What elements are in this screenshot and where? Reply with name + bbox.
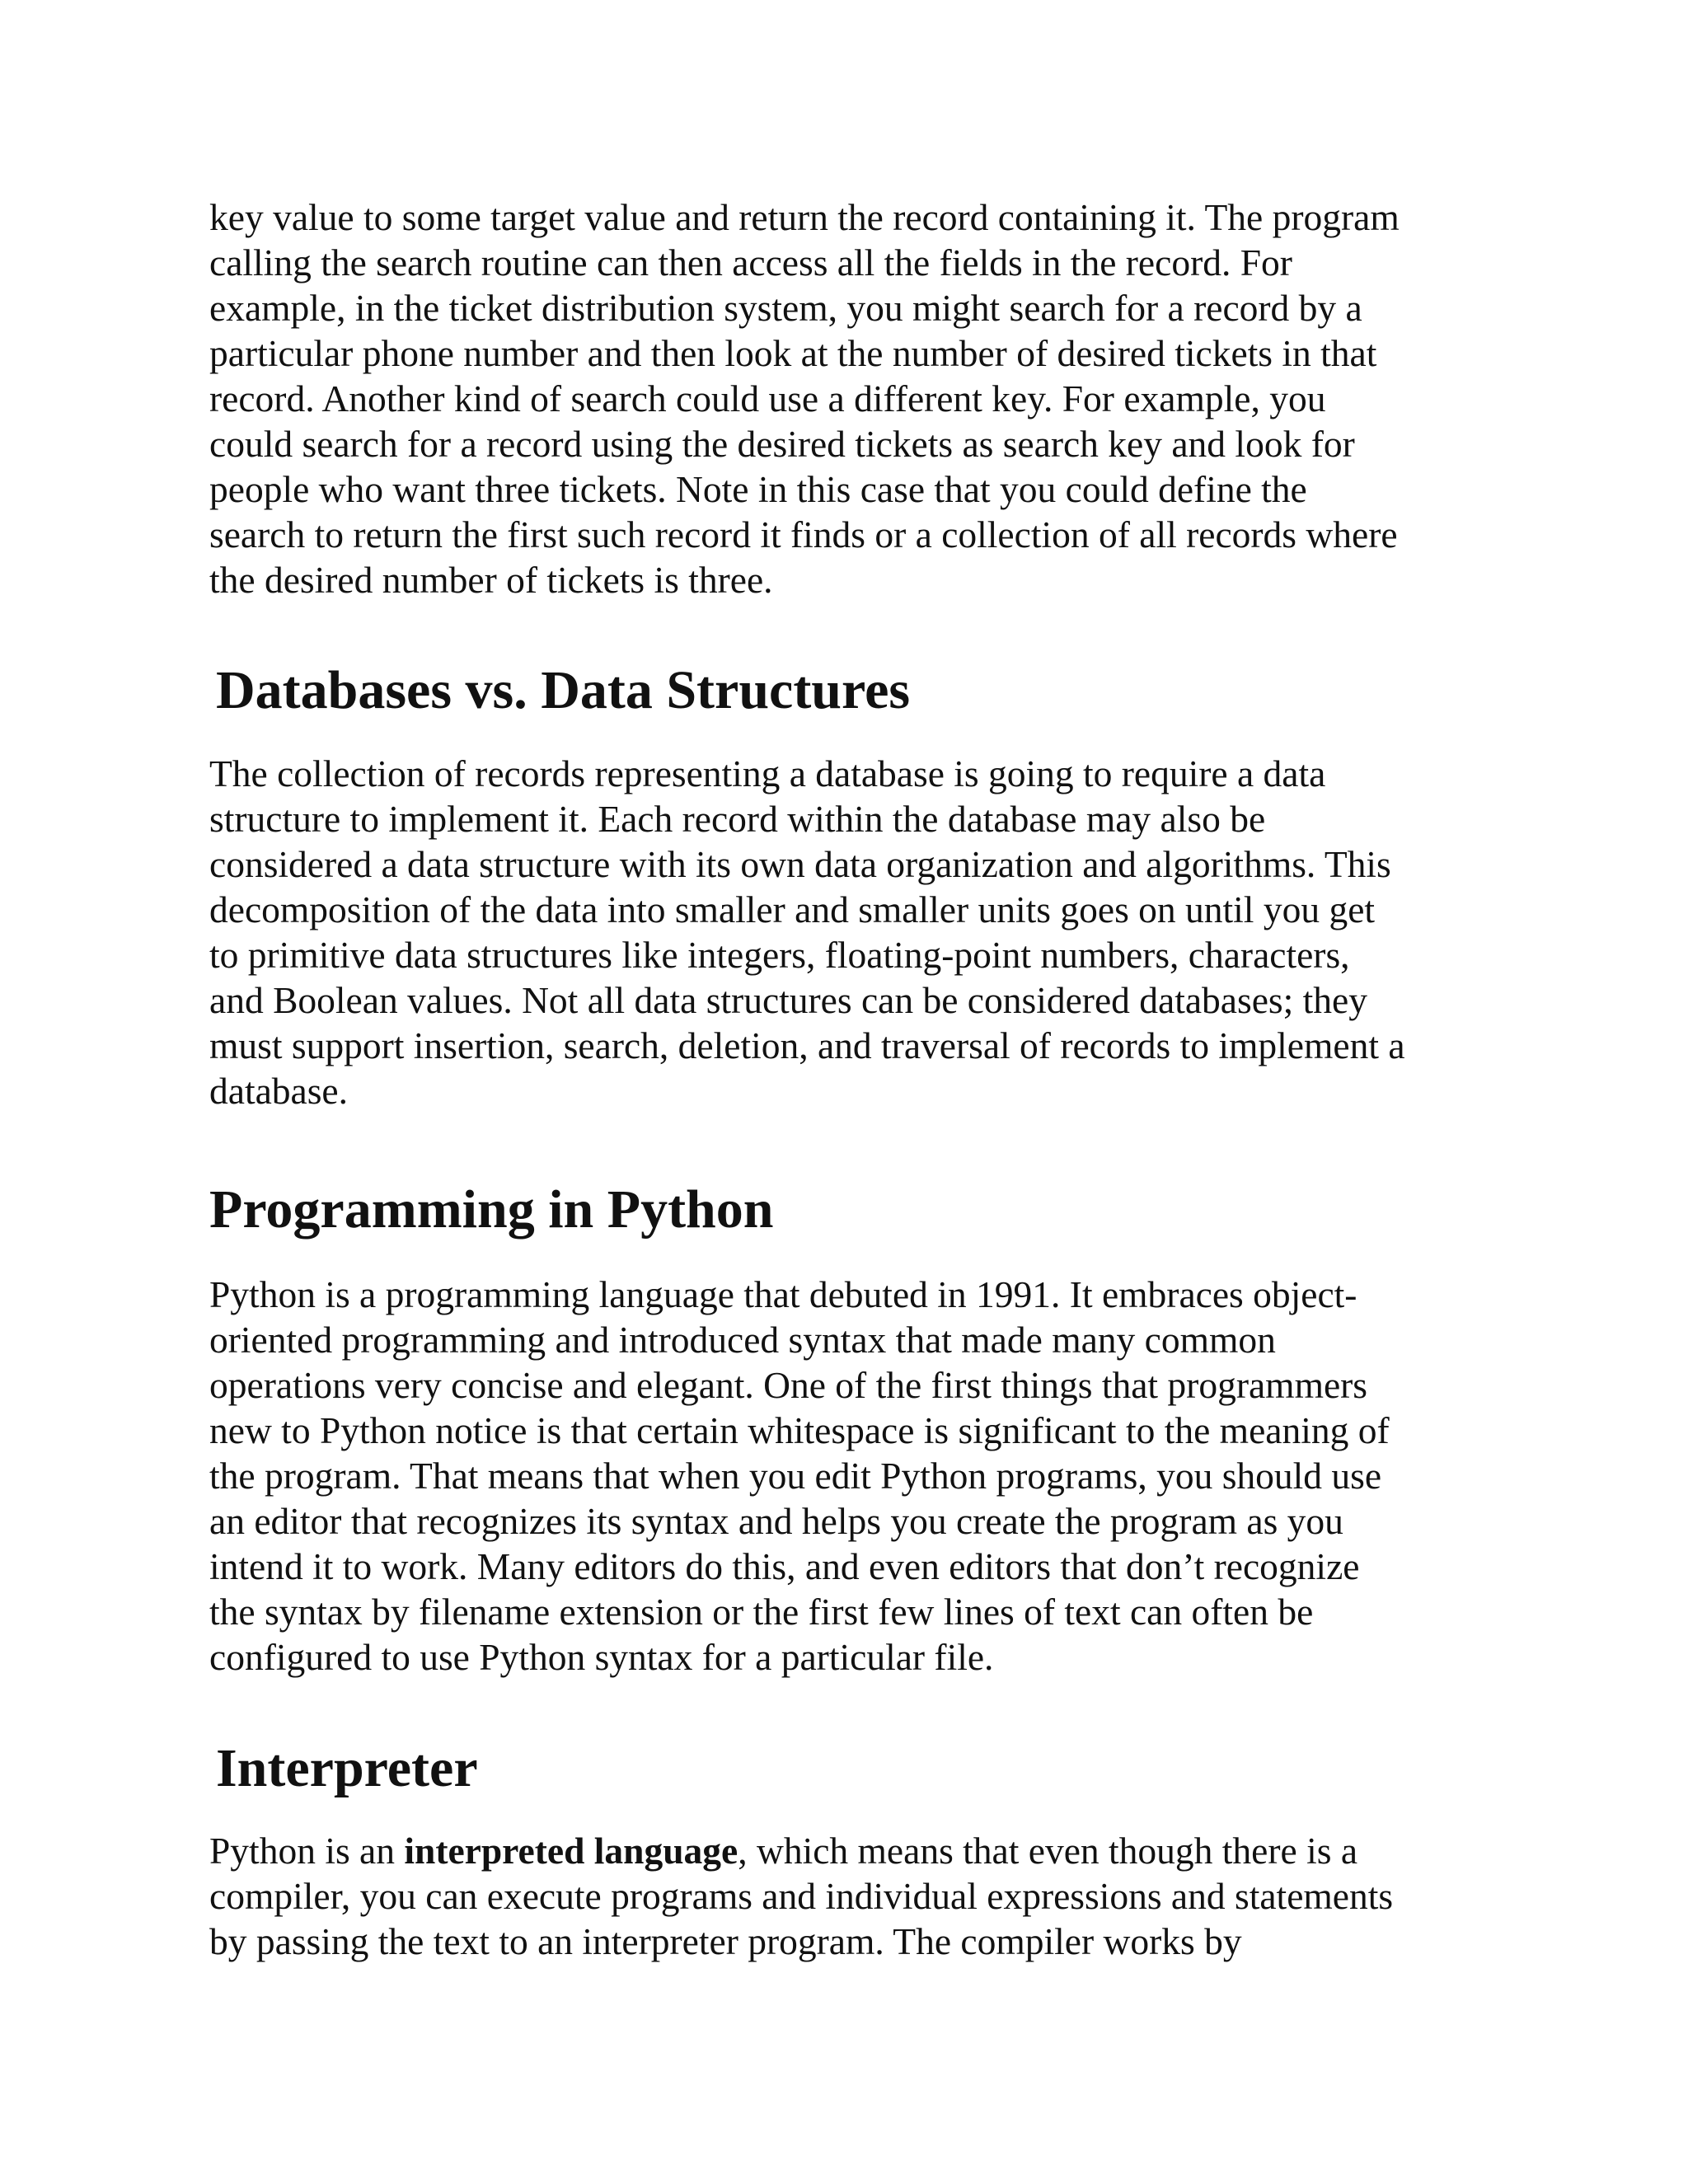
paragraph-line: must support insertion, search, deletion, and traversal of records to implement a — [209, 1024, 1405, 1066]
interpreter-paragraph — [209, 1828, 1495, 1964]
paragraph-line: The collection of records representing a database is going to require a data — [209, 752, 1326, 794]
paragraph-line: structure to implement it. Each record within the database may also be — [209, 798, 1266, 840]
paragraph-line: by passing the text to an interpreter program. The compiler works by — [209, 1920, 1242, 1962]
paragraph-line: the program. That means that when you edit Python programs, you should use — [209, 1455, 1382, 1497]
python-paragraph — [209, 1272, 1495, 1680]
databases-paragraph — [209, 751, 1495, 1113]
paragraph-line: compiler, you can execute programs and individual expressions and statements — [209, 1875, 1394, 1917]
paragraph-line: oriented programming and introduced syntax that made many common — [209, 1319, 1276, 1361]
paragraph-line: the desired number of tickets is three. — [209, 559, 773, 601]
paragraph-line: particular phone number and then look at the number of desired tickets in that — [209, 332, 1377, 374]
paragraph-line: example, in the ticket distribution system, you might search for a record by a — [209, 287, 1362, 329]
intro-paragraph — [209, 194, 1495, 602]
line-text: , which means that even though there is a — [738, 1830, 1358, 1872]
heading-programming-in-python: Programming in Python — [209, 1179, 774, 1240]
term-interpreted-language: interpreted language — [404, 1830, 738, 1872]
heading-interpreter: Interpreter — [216, 1738, 478, 1798]
paragraph-line: operations very concise and elegant. One of the first things that programmers — [209, 1364, 1368, 1406]
paragraph-line: database. — [209, 1070, 349, 1112]
paragraph-line: could search for a record using the desired tickets as search key and look for — [209, 423, 1355, 465]
paragraph-line: record. Another kind of search could use a different key. For example, you — [209, 377, 1326, 419]
paragraph-line: configured to use Python syntax for a particular file. — [209, 1636, 994, 1678]
paragraph-line: the syntax by filename extension or the first few lines of text can often be — [209, 1591, 1314, 1633]
line-text: Python is an — [209, 1830, 405, 1872]
paragraph-line: intend it to work. Many editors do this, and even editors that don’t recognize — [209, 1545, 1360, 1587]
paragraph-line: key value to some target value and return the record containing it. The program — [209, 196, 1400, 238]
paragraph-line: Python is a programming language that debuted in 1991. It embraces object- — [209, 1273, 1357, 1315]
paragraph-line: calling the search routine can then access all the fields in the record. For — [209, 241, 1292, 284]
paragraph-line: and Boolean values. Not all data structures can be considered databases; they — [209, 979, 1367, 1021]
paragraph-line: new to Python notice is that certain whitespace is significant to the meaning of — [209, 1409, 1390, 1451]
paragraph-line: an editor that recognizes its syntax and helps you create the program as you — [209, 1500, 1343, 1542]
paragraph-line: search to return the first such record it finds or a collection of all records where — [209, 513, 1398, 555]
paragraph-line: to primitive data structures like integers, floating-point numbers, characters, — [209, 934, 1350, 976]
paragraph-line — [209, 1828, 1495, 1873]
heading-databases-vs-data-structures: Databases vs. Data Structures — [216, 660, 911, 720]
paragraph-line: people who want three tickets. Note in this case that you could define the — [209, 468, 1307, 510]
paragraph-line: considered a data structure with its own data organization and algorithms. This — [209, 843, 1391, 885]
paragraph-line: decomposition of the data into smaller and smaller units goes on until you get — [209, 888, 1376, 930]
